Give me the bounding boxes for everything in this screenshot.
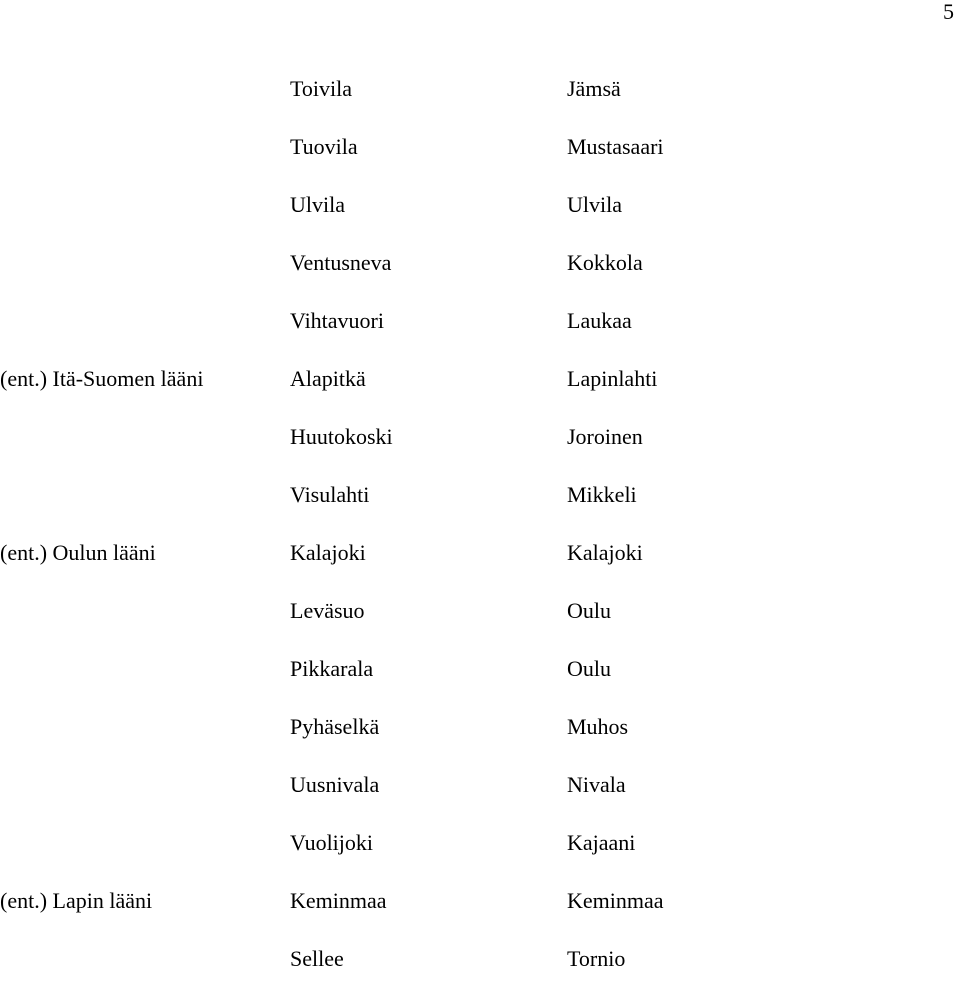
municipality-cell: Kajaani [567, 830, 636, 855]
table-row [0, 423, 960, 481]
municipality-cell: Oulu [567, 656, 611, 681]
place-cell: Sellee [290, 946, 344, 971]
municipality-cell: Muhos [567, 714, 629, 739]
table-row [0, 133, 960, 191]
table-row [0, 945, 960, 1003]
municipality-cell: Nivala [567, 772, 626, 797]
place-cell: Ulvila [290, 192, 345, 217]
place-cell: Toivila [290, 76, 353, 101]
region-cell: (ent.) Itä-Suomen lääni [0, 366, 204, 391]
table-row [0, 655, 960, 713]
municipality-cell: Mikkeli [567, 482, 637, 507]
table-row [0, 365, 960, 423]
place-cell: Keminmaa [290, 888, 387, 913]
table-row [0, 887, 960, 945]
place-cell: Huutokoski [290, 424, 393, 449]
place-cell: Alapitkä [290, 366, 366, 391]
municipality-cell: Joroinen [567, 424, 643, 449]
table-row [0, 771, 960, 829]
municipality-cell: Kokkola [567, 250, 643, 275]
place-cell: Tuovila [290, 134, 358, 159]
region-cell: (ent.) Lapin lääni [0, 888, 153, 913]
municipality-cell: Kalajoki [567, 540, 643, 565]
region-cell: (ent.) Oulun lääni [0, 540, 156, 565]
table-row [0, 829, 960, 887]
page-number: 5 [943, 0, 954, 24]
table-row [0, 249, 960, 307]
table-row [0, 713, 960, 771]
municipality-cell: Tornio [567, 946, 626, 971]
municipality-cell: Keminmaa [567, 888, 664, 913]
municipality-cell: Oulu [567, 598, 611, 623]
municipality-cell: Ulvila [567, 192, 622, 217]
place-cell: Vihtavuori [290, 308, 384, 333]
place-cell: Visulahti [290, 482, 370, 507]
municipality-cell: Lapinlahti [567, 366, 658, 391]
place-cell: Pikkarala [290, 656, 374, 681]
table-row [0, 539, 960, 597]
municipality-cell: Mustasaari [567, 134, 664, 159]
place-cell: Uusnivala [290, 772, 380, 797]
table-row [0, 75, 960, 133]
place-cell: Kalajoki [290, 540, 366, 565]
municipality-cell: Jämsä [567, 76, 621, 101]
location-table [0, 75, 960, 1003]
place-cell: Pyhäselkä [290, 714, 380, 739]
place-cell: Leväsuo [290, 598, 365, 623]
table-row [0, 307, 960, 365]
place-cell: Ventusneva [290, 250, 392, 275]
municipality-cell: Laukaa [567, 308, 632, 333]
place-cell: Vuolijoki [290, 830, 374, 855]
table-row [0, 191, 960, 249]
table-row [0, 597, 960, 655]
table-row [0, 481, 960, 539]
